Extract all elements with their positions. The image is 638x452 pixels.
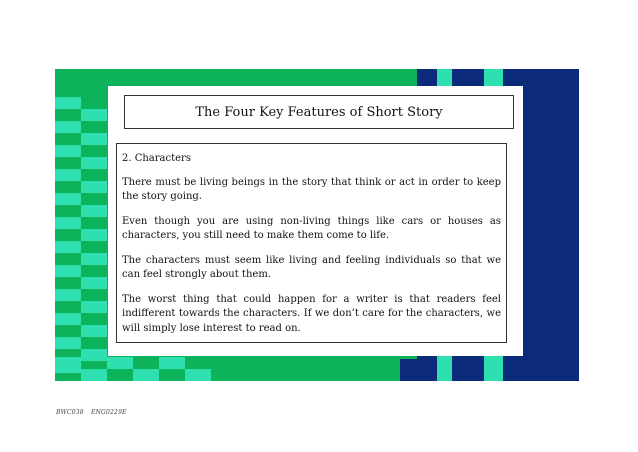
checker-tile (185, 369, 211, 381)
checker-tile (81, 325, 107, 337)
checker-tile (55, 289, 81, 301)
checker-tile (55, 145, 81, 157)
checker-tile (55, 217, 81, 229)
checker-tile (81, 181, 107, 193)
checker-tile (81, 205, 107, 217)
checker-tile (81, 109, 107, 121)
paragraph: The characters must seem like living and feeling individuals so that we can feel strongly about them. (122, 254, 501, 280)
slide-title: The Four Key Features of Short Story (124, 95, 514, 129)
checker-tile (81, 157, 107, 169)
paragraph: There must be living beings in the story that think or act in order to keep the story going. (122, 176, 501, 202)
paragraph: Even though you are using non-living things like cars or houses as characters, you still need to make them come to life. (122, 215, 501, 241)
checker-tile (55, 357, 81, 369)
navy-accent (400, 359, 417, 381)
checker-tile (55, 241, 81, 253)
checker-tile (159, 357, 185, 369)
checker-tile (81, 229, 107, 241)
section-heading: 2. Characters (122, 153, 191, 164)
footer-code-right: ENG0229E (91, 409, 127, 416)
checker-tile (81, 253, 107, 265)
content-box (116, 143, 507, 343)
checker-tile (81, 133, 107, 145)
checker-tile (55, 313, 81, 325)
checker-tile (107, 357, 133, 369)
checker-tile (81, 369, 107, 381)
footer-code-left: BWC038 (56, 409, 84, 416)
slide (55, 69, 579, 381)
checker-tile (55, 97, 81, 109)
checker-tile (81, 301, 107, 313)
checker-tile (81, 349, 107, 361)
checker-tile (55, 193, 81, 205)
checker-tile (55, 169, 81, 181)
paragraph: The worst thing that could happen for a writer is that readers feel indifferent towards the characters. If we don’t care for the characters, we will simply lose interest to read on. (122, 293, 501, 334)
checker-tile (55, 265, 81, 277)
checker-tile (81, 277, 107, 289)
checker-tile (133, 369, 159, 381)
checker-tile (55, 121, 81, 133)
checker-tile (55, 337, 81, 349)
